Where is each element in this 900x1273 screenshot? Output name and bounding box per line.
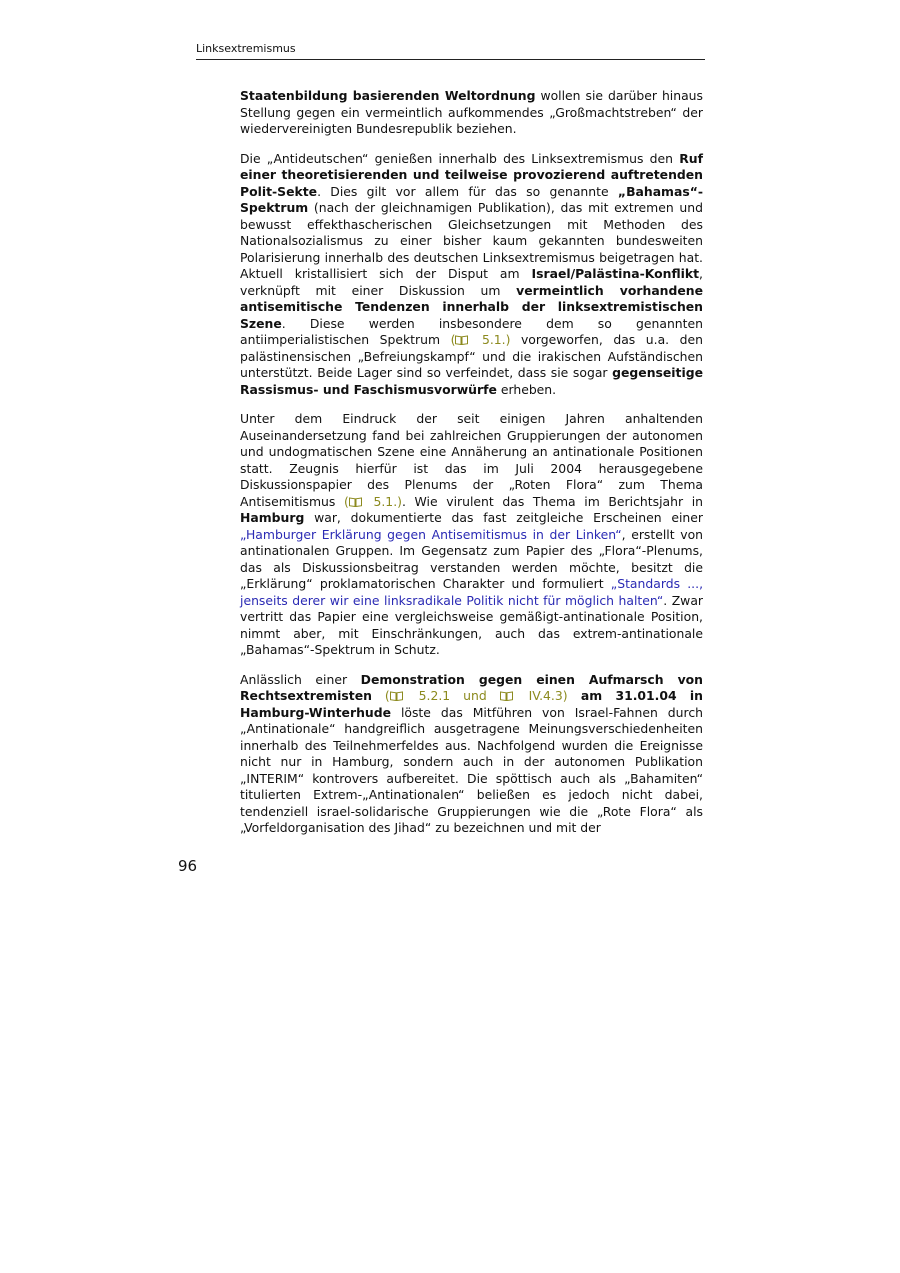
- book-icon: [500, 691, 514, 701]
- running-header: [196, 42, 705, 60]
- emphasis: am 31.01.04 in Hamburg-Winterhude: [240, 688, 703, 720]
- quote-link[interactable]: „Hamburger Erklärung gegen Antisemitismus in der Linken“: [240, 526, 622, 542]
- header-title: Linksextremismus: [196, 42, 296, 55]
- book-icon: [455, 335, 469, 345]
- paragraph-2: Die „Antideutschen“ genießen innerhalb des Linksextremismus den Ruf einer theoretisierenden und teilweise provozierend auftretenden Polit-Sekte. Dies gilt vor allem für das so genannte „Bahamas“-Spektrum (nach der gleichnamigen Publikation), das mit extremen und bewusst effekthascherischen Gleichsetzungen mit Methoden des Nationalsozialismus zu einer bisher kaum gekannten bundesweiten Polarisierung innerhalb des deutschen Linksextremismus beigetragen hat. Aktuell kristallisiert sich der Disput am Israel/Palästina-Konflikt, verknüpft mit einer Diskussion um vermeintlich vorhandene antisemitische Tendenzen innerhalb der linksextremistischen Szene. Diese werden insbesondere dem so genannten antiimperialistischen Spektrum ( 5.1.) vorgeworfen, das u.a. den palästinensischen „Befreiungskampf“ und die irakischen Aufständischen unterstützt. Beide Lager sind so verfeindet, dass sie sogar gegenseitige Rassismus- und Faschismusvorwürfe erheben.: [240, 150, 703, 397]
- emphasis: Demonstration gegen einen Aufmarsch von Rechtsextremisten: [240, 671, 703, 703]
- emphasis: Hamburg: [240, 510, 305, 525]
- book-icon: [349, 497, 363, 507]
- emphasis: „Bahamas“-Spektrum: [240, 183, 703, 215]
- emphasis: Ruf einer theoretisierenden und teilweise provozierend auftretenden Polit-Sekte: [240, 150, 703, 199]
- emphasis: vermeintlich vorhandene antisemitische Tendenzen innerhalb der linksextremistischen Szene: [240, 282, 703, 331]
- paragraph-4: Anlässlich einer Demonstration gegen einen Aufmarsch von Rechtsextremisten ( 5.2.1 und IV.4.3) am 31.01.04 in Hamburg-Winterhude löste das Mitführen von Israel-Fahnen durch „Antinationale“ handgreiflich ausgetragene Meinungsverschiedenheiten innerhalb des Teilnehmerfeldes aus. Nachfolgend wurden die Ereignisse nicht nur in Hamburg, sondern auch in der autonomen Publikation „INTERIM“ kontrovers aufbereitet. Die spöttisch auch als „Bahamiten“ titulierten Extrem-„Antinationalen“ beließen es jedoch nicht dabei, tendenziell israel-solidarische Gruppierungen wie die „Rote Flora“ als „Vorfeldorganisation des Jihad“ zu bezeichnen und mit der: [240, 671, 703, 835]
- quote-link[interactable]: „Standards ..., jenseits derer wir eine linksradikale Politik nicht für möglich halten“: [240, 576, 704, 608]
- paragraph-3: Unter dem Eindruck der seit einigen Jahren anhaltenden Auseinandersetzung fand bei zahlreichen Gruppierungen der autonomen und undogmatischen Szene eine Annäherung an antinationale Positionen statt. Zeugnis hierfür ist das im Juli 2004 herausgegebene Diskussionspapier des Plenums der „Roten Flora“ zum Thema Antisemitismus ( 5.1.). Wie virulent das Thema im Berichtsjahr in Hamburg war, dokumentierte das fast zeitgleiche Erscheinen einer „Hamburger Erklärung gegen Antisemitismus in der Linken“, erstellt von antinationalen Gruppen. Im Gegensatz zum Papier des „Flora“-Plenums, das als Diskussionsbeitrag verstanden werden möchte, besitzt die „Erklärung“ proklamatorischen Charakter und formuliert „Standards ..., jenseits derer wir eine linksradikale Politik nicht für möglich halten“. Zwar vertritt das Papier eine vergleichsweise gemäßigt-antinationale Position, nimmt aber, mit Einschränkungen, auch das extrem-antinationale „Bahamas“-Spektrum in Schutz.: [240, 411, 704, 657]
- cross-reference[interactable]: ( 5.1.): [450, 332, 511, 347]
- emphasis: gegenseitige Rassismus- und Faschismusvorwürfe: [240, 365, 703, 397]
- cross-reference[interactable]: ( 5.2.1 und IV.4.3): [384, 688, 568, 703]
- cross-reference[interactable]: ( 5.1.): [344, 493, 402, 509]
- paragraph-1: Staatenbildung basierenden Weltordnung wollen sie darüber hinaus Stellung gegen ein vermeintlich aufkommendes „Großmachtstreben“ der wiedervereinigten Bundesrepublik beziehen.: [240, 88, 703, 136]
- body-text: [240, 88, 703, 850]
- emphasis: Staatenbildung basierenden Weltordnung: [240, 88, 536, 103]
- page-number: 96: [178, 857, 198, 875]
- emphasis: Israel/Palästina-Konflikt: [531, 266, 700, 281]
- book-icon: [390, 691, 404, 701]
